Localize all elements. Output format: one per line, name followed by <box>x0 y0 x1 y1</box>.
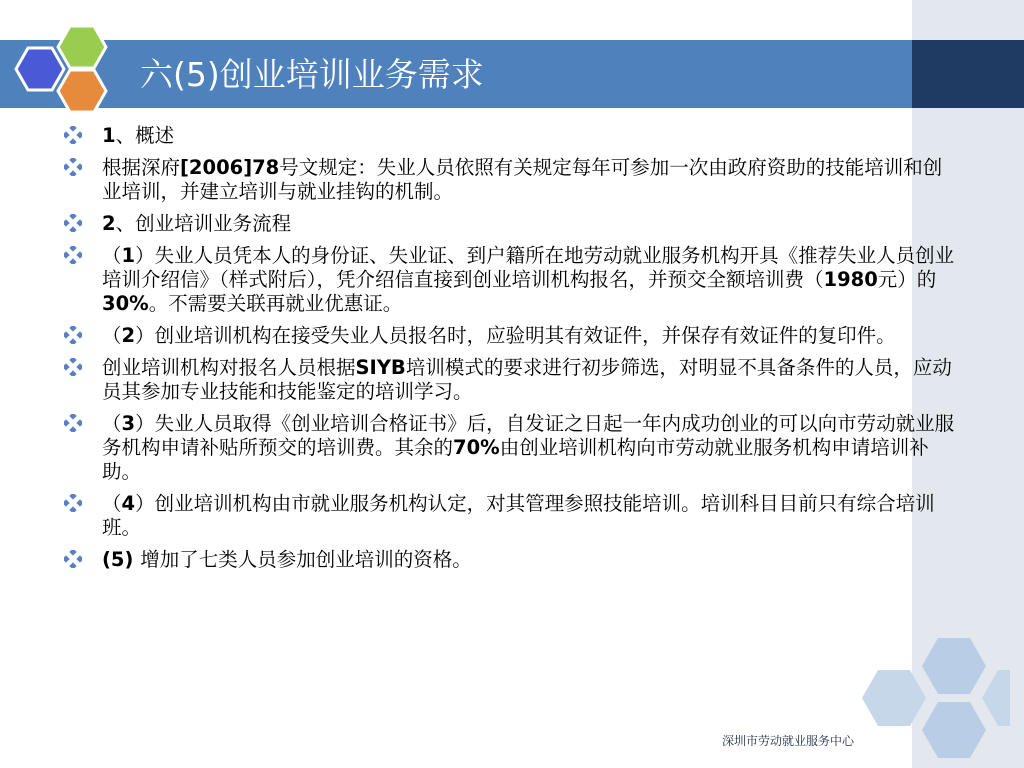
text-run: 由创业培训机构向市劳动就业服务机构申请培训补助。 <box>102 436 929 483</box>
bold-text-run: [2006]78 <box>180 156 280 179</box>
bullet-item <box>64 324 960 348</box>
diamond-dots-icon <box>64 494 82 512</box>
hexagon-pattern-decoration <box>860 630 1010 766</box>
text-run: 增加了七类人员参加创业培训的资格。 <box>140 548 472 571</box>
text-run: ）失业人员凭本人的身份证、失业证、到户籍所在地劳动就业服务机构开具《推荐失业人员创业培训介绍信》（样式附后），凭介绍信直接到创业培训机构报名，并预交全额培训费（ <box>102 244 955 291</box>
bold-text-run: 30% <box>102 292 149 315</box>
bold-text-run: 2 <box>121 324 136 347</box>
bullet-text <box>102 212 291 235</box>
purple-hexagon <box>16 48 64 90</box>
green-hexagon <box>58 26 106 68</box>
text-run: 号文规定：失业人员依照有关规定每年可参加一次由政府资助的技能培训和创业培训，并建立培训与就业挂钩的机制。 <box>102 156 943 203</box>
text-run: （ <box>102 492 122 515</box>
diamond-dots-icon <box>64 246 82 264</box>
bold-text-run: SIYB <box>355 356 406 379</box>
text-run: 创业培训机构对报名人员根据 <box>102 356 356 379</box>
bullet-text <box>102 244 954 315</box>
text-run: （ <box>102 324 122 347</box>
text-run: ）失业人员取得《创业培训合格证书》后，自发证之日起一年内成功创业的可以向市劳动就业服务机构申请补贴所预交的培训费。其余的 <box>102 412 955 459</box>
text-run: 。不需要关联再就业优惠证。 <box>148 292 403 315</box>
hexagon-cluster-logo <box>10 22 122 122</box>
bold-text-run: 70% <box>453 436 500 459</box>
bold-text-run: 1980 <box>823 268 878 291</box>
bullet-text <box>102 412 954 483</box>
bold-text-run: 4 <box>121 492 136 515</box>
diamond-dots-icon <box>64 550 82 568</box>
bold-text-run: (5) <box>102 548 141 571</box>
text-run: （ <box>102 244 122 267</box>
deco-hexagon <box>922 638 986 694</box>
diamond-dots-icon <box>64 214 82 232</box>
slide-title: 六(5)创业培训业务需求 <box>140 55 484 94</box>
bullet-item <box>64 156 960 204</box>
bullet-item <box>64 548 960 572</box>
bullet-item <box>64 124 960 148</box>
bullet-text <box>102 156 942 203</box>
bullet-list <box>64 124 960 580</box>
deco-hexagon <box>922 702 986 758</box>
deco-hexagon <box>862 670 926 726</box>
text-run: 、创业培训业务流程 <box>115 212 292 235</box>
bullet-item <box>64 244 960 316</box>
title-bar-accent <box>912 40 1024 108</box>
text-run: ）创业培训机构在接受失业人员报名时，应验明其有效证件，并保存有效证件的复印件。 <box>135 324 896 347</box>
bold-text-run: 1 <box>102 124 116 147</box>
bullet-text <box>102 324 896 347</box>
diamond-dots-icon <box>64 326 82 344</box>
diamond-dots-icon <box>64 158 82 176</box>
bold-text-run: 2 <box>102 212 116 235</box>
bullet-item <box>64 412 960 484</box>
text-run: （ <box>102 412 122 435</box>
diamond-dots-icon <box>64 358 82 376</box>
text-run: 培训模式的要求进行初步筛选，对明显不具备条件的人员，应动员其参加专业技能和技能鉴定的培训学习。 <box>102 356 952 403</box>
bullet-item <box>64 212 960 236</box>
text-run: 元）的 <box>877 268 937 291</box>
bold-text-run: 1 <box>121 244 136 267</box>
text-run: ）创业培训机构由市就业服务机构认定，对其管理参照技能培训。培训科目目前只有综合培训班。 <box>102 492 935 539</box>
bullet-text <box>102 548 472 571</box>
bullet-text <box>102 492 935 539</box>
footer-organization: 深圳市劳动就业服务中心 <box>722 734 855 748</box>
diamond-dots-icon <box>64 414 82 432</box>
text-run: 根据深府 <box>102 156 181 179</box>
diamond-dots-icon <box>64 126 82 144</box>
bullet-text <box>102 356 952 403</box>
bullet-text <box>102 124 174 147</box>
deco-hexagon <box>982 670 1010 726</box>
bullet-item <box>64 492 960 540</box>
bullet-item <box>64 356 960 404</box>
orange-hexagon <box>58 70 106 112</box>
text-run: 、概述 <box>115 124 175 147</box>
bold-text-run: 3 <box>121 412 136 435</box>
